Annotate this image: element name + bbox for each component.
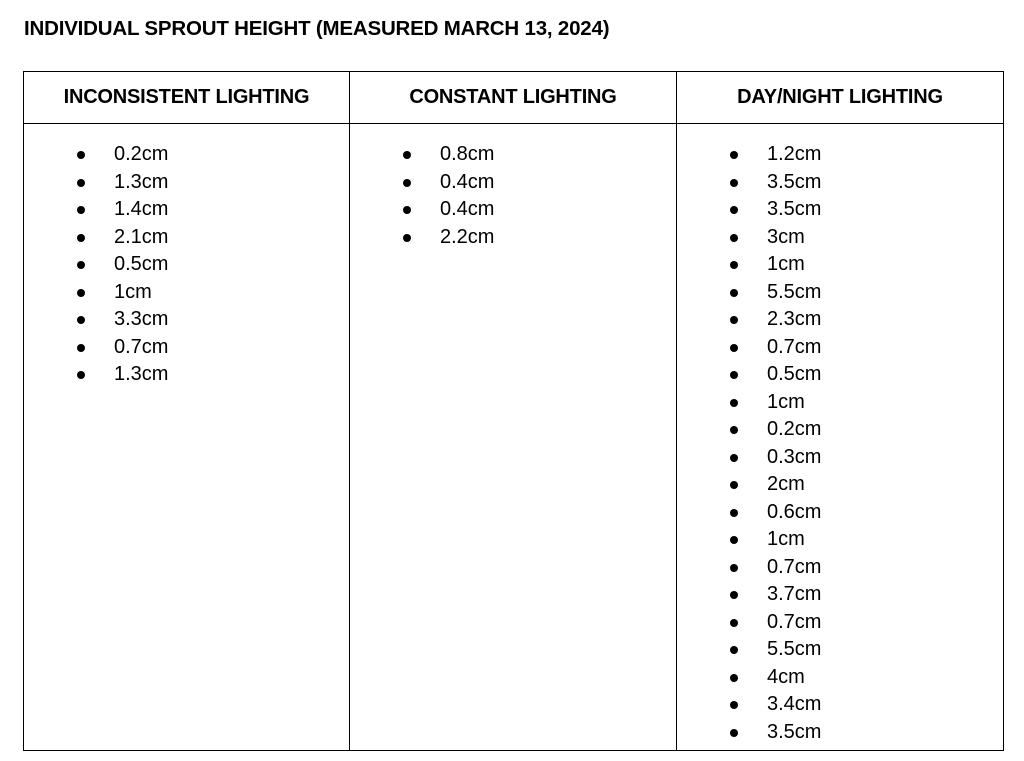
table-header-row xyxy=(24,72,1004,124)
bullet-icon xyxy=(730,729,738,737)
list-item xyxy=(730,554,1003,582)
list-item xyxy=(77,306,349,334)
bullet-icon xyxy=(730,234,738,242)
bullet-icon xyxy=(730,509,738,517)
height-value: 1cm xyxy=(767,528,805,550)
column-header-inconsistent-lighting: INCONSISTENT LIGHTING xyxy=(24,72,350,124)
height-value: 4cm xyxy=(767,665,805,688)
column-cell-inconsistent-lighting xyxy=(24,124,350,751)
list-item xyxy=(77,224,349,252)
bullet-icon xyxy=(77,371,85,379)
height-value: 2cm xyxy=(767,473,805,495)
list-item xyxy=(403,169,676,197)
list-item xyxy=(77,251,349,279)
bullet-icon xyxy=(77,289,85,297)
bullet-icon xyxy=(77,316,85,324)
bullet-icon xyxy=(730,619,738,627)
bullet-icon xyxy=(730,591,738,599)
bullet-icon xyxy=(730,481,738,489)
list-item xyxy=(730,664,1003,692)
value-list-day-night-lighting xyxy=(677,124,1003,746)
height-value: 1.2cm xyxy=(767,143,822,165)
bullet-icon xyxy=(730,151,738,159)
value-list-constant-lighting xyxy=(350,124,676,251)
list-item xyxy=(730,609,1003,637)
height-value: 0.5cm xyxy=(114,253,169,275)
list-item xyxy=(730,691,1003,719)
list-item xyxy=(403,141,676,169)
height-value: 5.5cm xyxy=(767,280,822,303)
list-item xyxy=(730,141,1003,169)
bullet-icon xyxy=(730,674,738,682)
bullet-icon xyxy=(730,316,738,324)
list-item xyxy=(730,444,1003,472)
column-cell-constant-lighting xyxy=(350,124,677,751)
height-value: 1.3cm xyxy=(114,170,169,193)
list-item xyxy=(77,196,349,224)
height-value: 3cm xyxy=(767,225,805,248)
list-item xyxy=(730,169,1003,197)
height-value: 0.7cm xyxy=(767,610,822,633)
list-item xyxy=(730,471,1003,499)
list-item xyxy=(403,196,676,224)
sprout-height-table xyxy=(23,71,1004,751)
height-value: 0.7cm xyxy=(114,335,169,358)
height-value: 3.5cm xyxy=(767,720,822,743)
bullet-icon xyxy=(403,151,411,159)
list-item xyxy=(77,169,349,197)
bullet-icon xyxy=(730,206,738,214)
list-item xyxy=(730,719,1003,747)
bullet-icon xyxy=(730,289,738,297)
list-item xyxy=(730,499,1003,527)
column-header-constant-lighting: CONSTANT LIGHTING xyxy=(350,72,677,124)
list-item xyxy=(730,416,1003,444)
document-title: INDIVIDUAL SPROUT HEIGHT (MEASURED MARCH 13, 2024) xyxy=(24,17,610,40)
height-value: 1.4cm xyxy=(114,198,169,220)
bullet-icon xyxy=(403,179,411,187)
bullet-icon xyxy=(730,371,738,379)
height-value: 1.3cm xyxy=(114,363,169,385)
height-value: 0.7cm xyxy=(767,555,822,578)
column-header-day-night-lighting: DAY/NIGHT LIGHTING xyxy=(677,72,1004,124)
bullet-icon xyxy=(77,234,85,242)
list-item xyxy=(730,581,1003,609)
list-item xyxy=(403,224,676,252)
list-item xyxy=(730,306,1003,334)
list-item xyxy=(730,279,1003,307)
height-value: 1cm xyxy=(767,390,805,413)
height-value: 0.3cm xyxy=(767,445,822,468)
bullet-icon xyxy=(730,646,738,654)
bullet-icon xyxy=(77,206,85,214)
height-value: 5.5cm xyxy=(767,638,822,660)
list-item xyxy=(730,224,1003,252)
list-item xyxy=(730,526,1003,554)
bullet-icon xyxy=(730,564,738,572)
list-item xyxy=(730,334,1003,362)
bullet-icon xyxy=(730,454,738,462)
bullet-icon xyxy=(730,426,738,434)
bullet-icon xyxy=(77,151,85,159)
list-item xyxy=(730,196,1003,224)
list-item xyxy=(77,361,349,389)
bullet-icon xyxy=(77,261,85,269)
height-value: 0.4cm xyxy=(440,198,495,220)
list-item xyxy=(77,334,349,362)
height-value: 1cm xyxy=(114,280,152,303)
height-value: 2.1cm xyxy=(114,225,169,248)
bullet-icon xyxy=(730,261,738,269)
list-item xyxy=(730,251,1003,279)
list-item xyxy=(730,636,1003,664)
list-item xyxy=(77,279,349,307)
bullet-icon xyxy=(77,344,85,352)
bullet-icon xyxy=(730,536,738,544)
height-value: 0.2cm xyxy=(114,143,169,165)
height-value: 0.6cm xyxy=(767,500,822,523)
bullet-icon xyxy=(77,179,85,187)
height-value: 3.3cm xyxy=(114,308,169,330)
value-list-inconsistent-lighting xyxy=(24,124,349,389)
column-cell-day-night-lighting xyxy=(677,124,1004,751)
bullet-icon xyxy=(730,344,738,352)
height-value: 0.8cm xyxy=(440,143,495,165)
height-value: 0.4cm xyxy=(440,170,495,193)
height-value: 0.7cm xyxy=(767,335,822,358)
bullet-icon xyxy=(403,206,411,214)
height-value: 3.7cm xyxy=(767,583,822,605)
height-value: 2.3cm xyxy=(767,308,822,330)
height-value: 0.2cm xyxy=(767,418,822,440)
bullet-icon xyxy=(403,234,411,242)
height-value: 3.5cm xyxy=(767,198,822,220)
height-value: 0.5cm xyxy=(767,363,822,385)
bullet-icon xyxy=(730,399,738,407)
list-item xyxy=(730,389,1003,417)
height-value: 1cm xyxy=(767,253,805,275)
height-value: 2.2cm xyxy=(440,225,495,248)
bullet-icon xyxy=(730,701,738,709)
table-body-row xyxy=(24,124,1004,751)
height-value: 3.5cm xyxy=(767,170,822,193)
height-value: 3.4cm xyxy=(767,693,822,715)
list-item xyxy=(77,141,349,169)
bullet-icon xyxy=(730,179,738,187)
list-item xyxy=(730,361,1003,389)
